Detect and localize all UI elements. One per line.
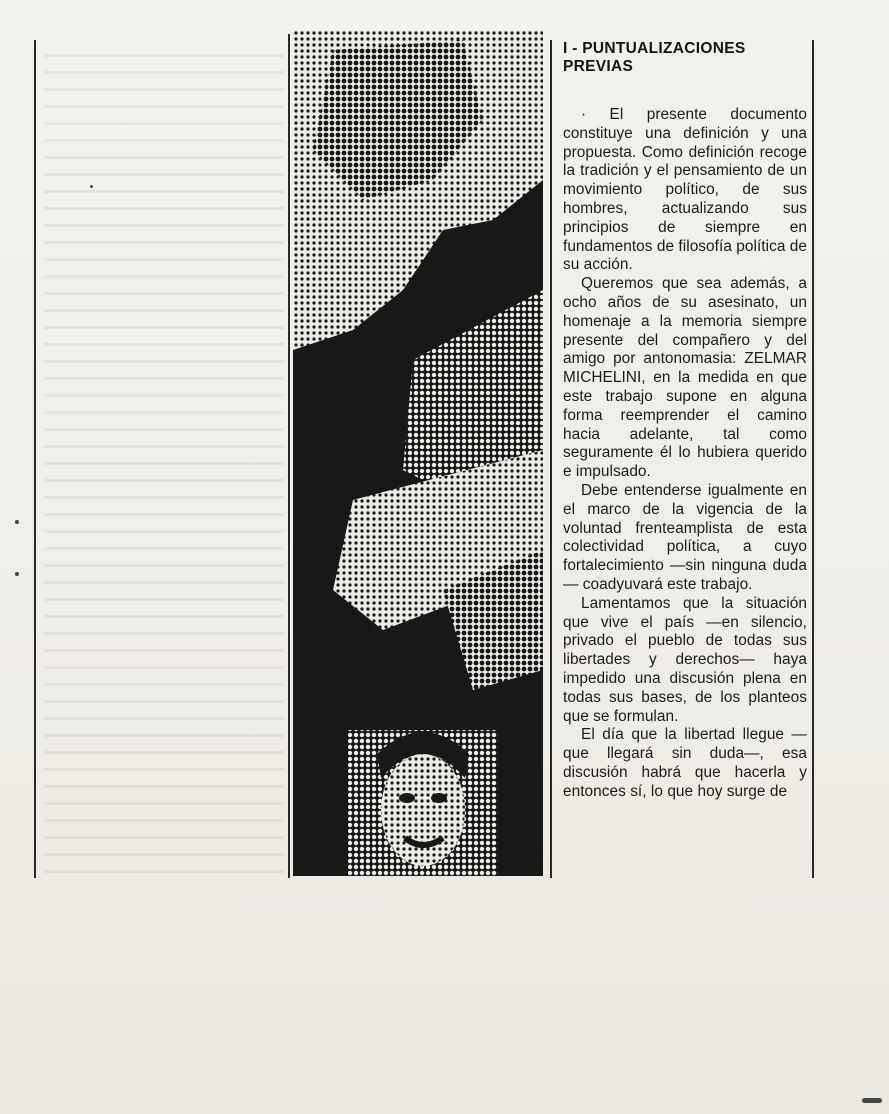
page-speck <box>15 520 19 524</box>
article-paragraph-1: · El presente documento constituye una definición y una propuesta. Como definición recoge la tradición y el pensamiento de un movimiento político, de sus hombres, actualizando sus principios de siempre en fundamentos de filosofía política de su acción. <box>563 106 807 274</box>
article-paragraph-2: Queremos que sea además, a ocho años de su asesinato, un homenaje a la memoria siempre presente del compañero y del amigo por antonomasia: ZELMAR MICHELINI, en la medida en que este trabajo supone en alguna forma reemprender el camino hacia adelante, tal como seguramente él lo hubiera querido e impulsado. <box>563 275 807 481</box>
page-speck <box>90 185 93 188</box>
article-paragraph-5: El día que la libertad llegue —que llegará sin duda—, esa discusión habrá que hacerla y entonces sí, lo que hoy surge de <box>563 726 807 800</box>
show-through-text-area <box>44 40 284 880</box>
article-right-rule <box>812 40 814 878</box>
page-speck <box>15 572 19 576</box>
halftone-photo <box>293 30 543 876</box>
article-column <box>563 40 807 886</box>
article-paragraph-3: Debe entenderse igualmente en el marco de la vigencia de la voluntad frenteamplista de esta colectividad política, a cuyo fortalecimiento —sin ninguna duda— coadyuvará este trabajo. <box>563 481 807 593</box>
section-heading: I - PUNTUALIZACIONES PREVIAS <box>563 40 746 75</box>
photo-portrait-face <box>381 754 465 866</box>
article-left-rule <box>550 40 552 878</box>
page-speck <box>862 1098 882 1103</box>
left-column-rule <box>34 40 36 878</box>
photo-portrait-eye-right <box>431 793 447 803</box>
photo-portrait-eye-left <box>399 793 415 803</box>
photo-left-rule <box>288 34 290 878</box>
article-paragraph-4: Lamentamos que la situación que vive el país —en silencio, privado el pueblo de todas sus libertades y derechos— haya impedido una discusión plena en todas sus bases, de los planteos que se formulan. <box>563 594 807 725</box>
